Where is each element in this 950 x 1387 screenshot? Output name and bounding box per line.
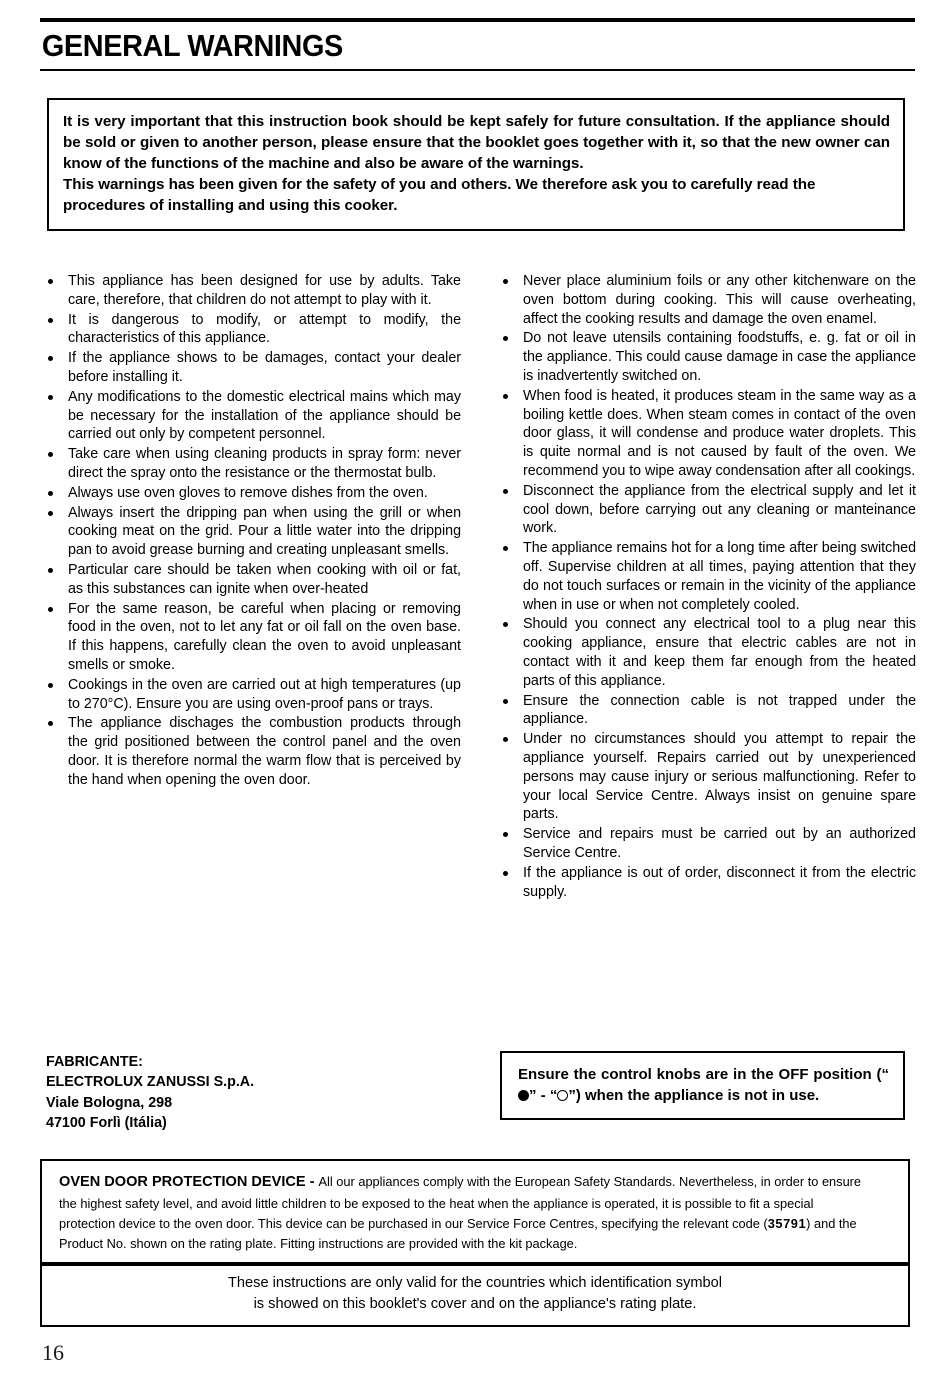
manufacturer-company: ELECTROLUX ZANUSSI S.p.A. bbox=[46, 1074, 255, 1091]
oven-door-protection-text bbox=[59, 1171, 869, 1254]
list-item: Should you connect any electrical tool to a plug near this cooking appliance, ensure that electric cables are not in contact with it and keep them far enough from the heated parts of this appliance. bbox=[499, 615, 916, 690]
oven-door-protection-title: OVEN DOOR PROTECTION DEVICE bbox=[59, 1173, 306, 1190]
oven-door-dash: - bbox=[305, 1173, 319, 1190]
list-item: Take care when using cleaning products in spray form: never direct the spray onto the resistance or the thermostat bulb. bbox=[44, 445, 461, 483]
left-column bbox=[44, 272, 461, 902]
knob-text-between: ” - “ bbox=[529, 1087, 558, 1105]
validity-box bbox=[40, 1262, 910, 1327]
list-item: If the appliance is out of order, disconnect it from the electric supply. bbox=[499, 864, 916, 902]
manufacturer-label: FABRICANTE: bbox=[46, 1054, 143, 1070]
page-title: GENERAL WARNINGS bbox=[41, 28, 343, 63]
list-item: For the same reason, be careful when placing or removing food in the oven, not to let any fat or oil fall on the oven base. If this happens, carefully clean the oven to avoid unpleasant smells or smoke. bbox=[44, 600, 461, 675]
list-item: Always use oven gloves to remove dishes from the oven. bbox=[44, 484, 461, 503]
control-knobs-text bbox=[518, 1064, 889, 1107]
warnings-columns bbox=[44, 272, 916, 902]
list-item: Never place aluminium foils or any other kitchenware on the oven bottom during cooking. This will cause overheating, affect the cooking results and damage the oven enamel. bbox=[499, 272, 916, 328]
filled-circle-symbol-icon bbox=[518, 1090, 529, 1101]
list-item: When food is heated, it produces steam in the same way as a boiling kettle does. When steam comes in contact of the oven door glass, it will condense and produce water droplets. This is quite normal and is not caused by fault of the oven. We recommend you to wipe away condensation after all cookings. bbox=[499, 387, 916, 481]
warning-paragraph-1: It is very important that this instruction book should be kept safely for future consultation. If the appliance should be sold or given to another person, please ensure that the booklet goes together with it, so that the new owner can know of the functions of the machine and also be aware of the warnings. bbox=[63, 113, 890, 172]
open-circle-symbol-icon bbox=[557, 1090, 568, 1101]
validity-line-1: These instructions are only valid for the countries which identification symbol bbox=[228, 1275, 722, 1291]
warning-paragraph-2: This warnings has been given for the safety of you and others. We therefore ask you to carefully read the procedures of installing and using this cooker. bbox=[63, 175, 816, 214]
right-warning-list bbox=[499, 272, 916, 901]
manufacturer-city: 47100 Forlì (Itália) bbox=[46, 1114, 167, 1131]
list-item: The appliance remains hot for a long time after being switched off. Supervise children at all times, paying attention that they do not touch surfaces or remain in the vicinity of the appliance when in use or when not completely cooled. bbox=[499, 539, 916, 614]
list-item: Service and repairs must be carried out by an authorized Service Centre. bbox=[499, 825, 916, 863]
list-item: This appliance has been designed for use by adults. Take care, therefore, that children do not attempt to play with it. bbox=[44, 272, 461, 310]
oven-door-protection-box bbox=[40, 1159, 910, 1266]
knob-text-after: ”) when the appliance is not in use. bbox=[568, 1087, 820, 1105]
header-rule-bottom bbox=[40, 69, 915, 71]
important-warning-box bbox=[47, 98, 905, 231]
left-warning-list bbox=[44, 272, 461, 790]
oven-door-body-2: ) and the Product No. shown on the rating plate. Fitting instructions are provided with the kit package. bbox=[59, 1215, 857, 1251]
list-item: Disconnect the appliance from the electrical supply and let it cool down, before carrying out any cleaning or manteinance work. bbox=[499, 482, 916, 538]
list-item: The appliance dischages the combustion products through the grid positioned between the control panel and the oven door. It is therefore normal the warm flow that is perceived by the hand when opening the oven door. bbox=[44, 714, 461, 789]
list-item: Ensure the connection cable is not trapped under the appliance. bbox=[499, 692, 916, 730]
list-item: Do not leave utensils containing foodstuffs, e. g. fat or oil in the appliance. This could cause damage in case the appliance is inadvertently switched on. bbox=[499, 329, 916, 385]
oven-door-body-1: All our appliances comply with the European Safety Standards. Nevertheless, in order to ensure the highest safety level, and avoid little children to be exposed to the heat when the appliance is operated, it is possible to fit a special protection device to the oven door. This device can be purchased in our Service Force Centres, specifying the relevant code ( bbox=[59, 1174, 862, 1231]
validity-line-2: is showed on this booklet's cover and on the appliance's rating plate. bbox=[253, 1295, 697, 1312]
service-code: 35791 bbox=[767, 1215, 807, 1231]
page-number: 16 bbox=[42, 1340, 64, 1365]
knob-text-before: Ensure the control knobs are in the OFF position (“ bbox=[518, 1066, 889, 1083]
list-item: Always insert the dripping pan when using the grill or when cooking meat on the grid. Pour a little water into the dripping pan to avoid grease burning and creating unpleasant smells. bbox=[44, 504, 461, 560]
list-item: Under no circumstances should you attempt to repair the appliance yourself. Repairs carried out by unexperienced persons may cause injury or serious malfunctioning. Refer to your local Service Centre. Always insist on genuine spare parts. bbox=[499, 730, 916, 824]
right-column bbox=[499, 272, 916, 902]
list-item: If the appliance shows to be damages, contact your dealer before installing it. bbox=[44, 349, 461, 387]
list-item: Particular care should be taken when cooking with oil or fat, as this substances can ignite when over-heated bbox=[44, 561, 461, 599]
manufacturer-block bbox=[46, 1052, 254, 1133]
list-item: Any modifications to the domestic electrical mains which may be necessary for the installation of the appliance should be carried out only by competent personnel. bbox=[44, 388, 461, 444]
control-knobs-off-box bbox=[500, 1051, 905, 1120]
list-item: It is dangerous to modify, or attempt to modify, the characteristics of this appliance. bbox=[44, 311, 461, 349]
page-header bbox=[40, 18, 915, 71]
list-item: Cookings in the oven are carried out at high temperatures (up to 270°C). Ensure you are using oven-proof pans or trays. bbox=[44, 676, 461, 714]
manufacturer-street: Viale Bologna, 298 bbox=[46, 1094, 173, 1111]
